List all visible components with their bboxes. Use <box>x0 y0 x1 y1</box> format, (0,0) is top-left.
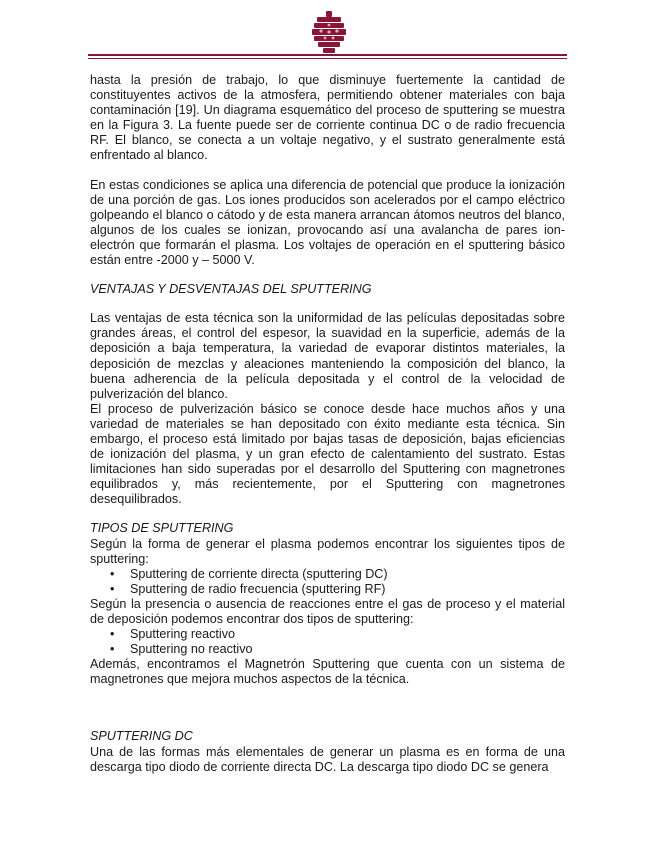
page-header <box>0 0 655 62</box>
paragraph-intro: hasta la presión de trabajo, lo que disminuye fuertemente la cantidad de constituyentes activos de la atmosfera, permitiendo obtener materiales con baja contaminación [19]. Un diagrama esquemático del proceso de sputtering se muestra en la Figura 3. La fuente puede ser de corriente continua DC o de radio frecuencia RF. El blanco, se conecta a un voltaje negativo, y el sustrato generalmente está enfrentado al blanco. <box>90 73 565 163</box>
paragraph-tipos-plasma: Según la forma de generar el plasma podemos encontrar los siguientes tipos de sputtering: <box>90 536 565 566</box>
paragraph-limitaciones: El proceso de pulverización básico se conoce desde hace muchos años y una variedad de materiales se han depositado con éxito mediante esta técnica. Sin embargo, el proceso está limitado por bajas tasas de deposición, bajas eficiencias de ionización del plasma, y un gran efecto de calentamiento del sustrato. Estas limitaciones han sido superadas por el desarrollo del Sputtering con magnetrones equilibrados y, más recientemente, por el Sputtering con magnetrones desequilibrados. <box>90 401 565 507</box>
list-item: • Sputtering de corriente directa (sputtering DC) <box>90 567 565 582</box>
list-item: • Sputtering reactivo <box>90 627 565 642</box>
list-plasma-types <box>90 567 565 597</box>
list-reaction-types <box>90 627 565 657</box>
document-body <box>90 73 565 775</box>
paragraph-ionization: En estas condiciones se aplica una diferencia de potencial que produce la ionización de una porción de gas. Los iones producidos son acelerados por el campo eléctrico golpeando el blanco o cátodo y de esta manera arrancan átomos neutros del blanco, algunos de los cuales se ionizan, provocando así una avalancha de pares ion-electrón que formarán el plasma. Los voltajes de operación en el sputtering básico están entre -2000 y – 5000 V. <box>90 177 565 268</box>
heading-tipos: TIPOS DE SPUTTERING <box>90 521 234 536</box>
paragraph-ventajas: Las ventajas de esta técnica son la uniformidad de las películas depositadas sobre grandes áreas, el control del espesor, la suavidad en la superficie, además de la deposición a baja temperatura, la variedad de evaporar distintos materiales, la deposición de mezclas y aleaciones manteniendo la composición del blanco, la buena adherencia de la película depositada y el control de la velocidad de pulverización del blanco. <box>90 311 565 401</box>
list-item: • Sputtering de radio frecuencia (sputtering RF) <box>90 582 565 597</box>
university-seal-icon <box>311 11 347 53</box>
paragraph-sputtering-dc: Una de las formas más elementales de generar un plasma es en forma de una descarga tipo diodo de corriente directa DC. La descarga tipo diodo DC se genera <box>90 744 565 774</box>
header-rule-thin <box>88 58 567 59</box>
heading-ventajas: VENTAJAS Y DESVENTAJAS DEL SPUTTERING <box>90 282 372 297</box>
heading-sputtering-dc: SPUTTERING DC <box>90 729 193 744</box>
paragraph-magnetron: Además, encontramos el Magnetrón Sputtering que cuenta con un sistema de magnetrones que mejora muchos aspectos de la técnica. <box>90 657 565 687</box>
paragraph-tipos-reaccion: Según la presencia o ausencia de reacciones entre el gas de proceso y el material de deposición podemos encontrar dos tipos de sputtering: <box>90 596 565 626</box>
header-rule-thick <box>88 54 567 56</box>
list-item: • Sputtering no reactivo <box>90 642 565 657</box>
